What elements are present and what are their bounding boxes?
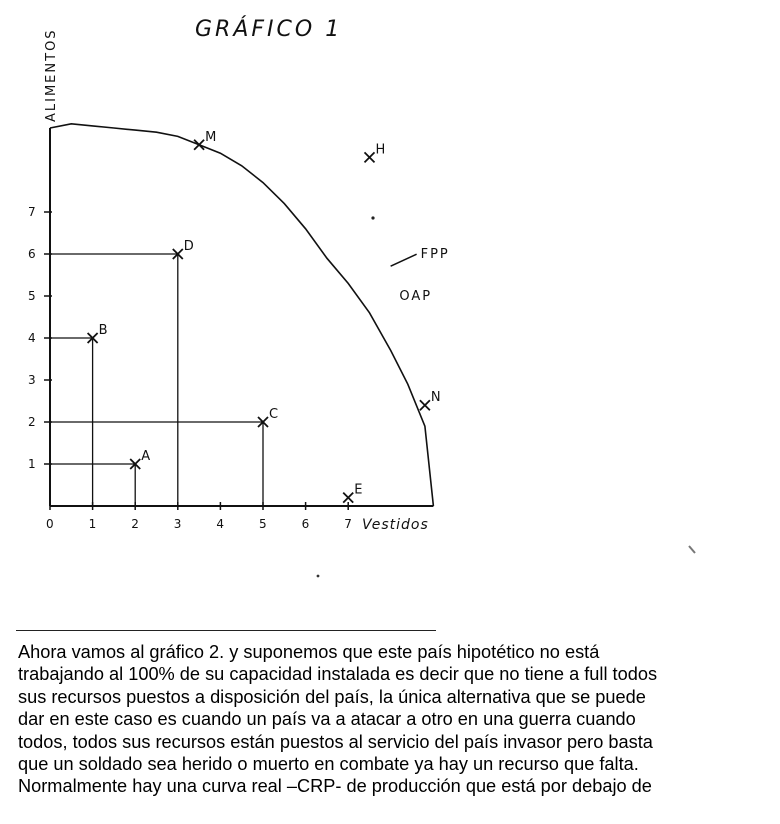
x-tick-label: 0 bbox=[46, 517, 54, 531]
axes bbox=[28, 128, 433, 531]
paragraph-line: dar en este caso es cuando un país va a atacar a otro en una guerra cuando bbox=[18, 709, 636, 730]
point-label: A bbox=[141, 449, 151, 464]
ppf-curve-group bbox=[50, 124, 433, 506]
paragraph-line: todos, todos sus recursos están puestos al servicio del país invasor pero basta bbox=[18, 731, 653, 752]
y-tick-label: 3 bbox=[28, 373, 36, 387]
y-tick-label: 7 bbox=[28, 205, 36, 219]
x-tick-label: 6 bbox=[301, 517, 310, 531]
y-tick-label: 6 bbox=[28, 247, 36, 261]
y-tick-label: 5 bbox=[28, 289, 36, 303]
y-tick-label: 2 bbox=[28, 415, 36, 429]
paragraph-line: Normalmente hay una curva real –CRP- de producción que está por debajo de bbox=[18, 776, 652, 797]
annotation-label: FPP bbox=[420, 247, 450, 263]
point-label: E bbox=[354, 482, 363, 498]
x-axis-label: Vestidos bbox=[362, 517, 429, 533]
speck bbox=[689, 546, 695, 553]
x-tick-label: 7 bbox=[344, 517, 352, 531]
point-label: M bbox=[205, 129, 217, 145]
ppf-curve bbox=[50, 124, 433, 506]
y-axis-label: ALIMENTOS bbox=[44, 28, 59, 122]
paragraph-line: trabajando al 100% de su capacidad instalada es decir que no tiene a full todos bbox=[18, 664, 658, 685]
speck bbox=[371, 216, 374, 219]
x-tick-label: 3 bbox=[173, 517, 182, 531]
x-tick-label: 4 bbox=[216, 517, 225, 531]
point-label: N bbox=[430, 390, 441, 406]
point-label: D bbox=[183, 239, 194, 254]
paragraph-line: Ahora vamos al gráfico 2. y suponemos que este país hipotético no está bbox=[18, 642, 600, 662]
divider-line bbox=[16, 630, 436, 631]
x-tick-label: 1 bbox=[88, 517, 97, 531]
guide-lines bbox=[50, 254, 263, 506]
point-label: B bbox=[98, 323, 108, 338]
annotation-arrow bbox=[391, 254, 417, 266]
annotation-label: OAP bbox=[399, 289, 433, 305]
x-tick-label: 2 bbox=[131, 517, 139, 531]
speck bbox=[317, 575, 320, 578]
points-group bbox=[88, 130, 441, 503]
point-label: C bbox=[269, 407, 279, 422]
chart-title: GRÁFICO 1 bbox=[195, 17, 343, 42]
body-paragraph bbox=[18, 641, 774, 798]
paragraph-line: que un soldado sea herido o muerto en combate ya hay un recurso que falta. bbox=[18, 754, 639, 775]
x-tick-label: 5 bbox=[259, 517, 267, 531]
y-tick-label: 4 bbox=[28, 331, 36, 345]
point-label: H bbox=[375, 142, 386, 158]
paragraph-line: sus recursos puestos a disposición del país, la única alternativa que se puede bbox=[18, 686, 646, 707]
annotations-group bbox=[391, 247, 450, 304]
y-tick-label: 1 bbox=[28, 457, 36, 471]
